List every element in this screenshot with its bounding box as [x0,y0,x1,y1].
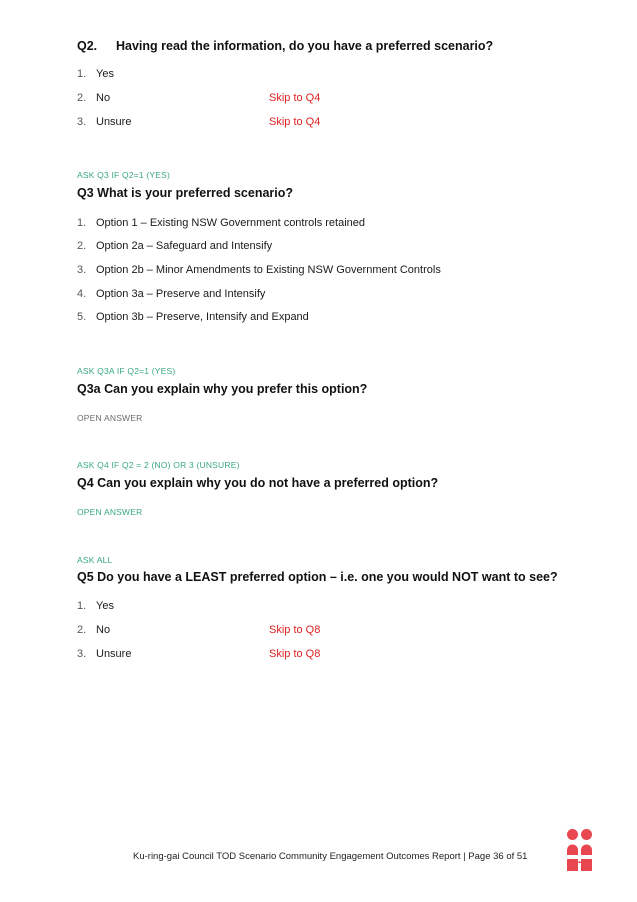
option-number: 2. [77,92,87,104]
option-number: 4. [77,288,87,300]
option-label: Option 3a – Preserve and Intensify [96,288,266,300]
q2-option-1 [77,68,114,80]
option-label: Yes [96,68,114,80]
option-label: Option 3b – Preserve, Intensify and Expand [96,311,309,323]
option-label: No [96,92,111,104]
q5-skip-instruction-2: Skip to Q8 [269,624,321,636]
q4-routing-tag: ASK Q4 IF Q2 = 2 (NO) OR 3 (UNSURE) [77,460,240,470]
q2-skip-instruction-2: Skip to Q4 [269,92,321,104]
q4-answer-type: OPEN ANSWER [77,507,143,517]
option-number: 2. [77,240,87,252]
option-number: 1. [77,217,87,229]
option-label: Unsure [96,648,132,660]
q2-option-2 [77,92,110,104]
q5-option-2 [77,624,110,636]
q2-skip-instruction-3: Skip to Q4 [269,116,321,128]
option-number: 2. [77,624,87,636]
option-label: Yes [96,600,114,612]
q4-question: Q4 Can you explain why you do not have a preferred option? [77,476,439,490]
q2-number: Q2. [77,39,98,53]
q3-question: Q3 What is your preferred scenario? [77,186,294,200]
q3-routing-tag: ASK Q3 IF Q2=1 (YES) [77,170,171,180]
q2-question: Having read the information, do you have a preferred scenario? [116,39,494,53]
q5-routing-tag: ASK ALL [77,555,113,565]
q3-option-2 [77,240,272,252]
option-number: 3. [77,116,87,128]
q3a-answer-type: OPEN ANSWER [77,413,143,423]
option-number: 1. [77,68,87,80]
option-label: Unsure [96,116,132,128]
option-label: Option 1 – Existing NSW Government controls retained [96,217,366,229]
q3-option-3 [77,264,441,276]
page-footer: Ku-ring-gai Council TOD Scenario Community Engagement Outcomes Report | Page 36 of 51 [133,851,528,862]
option-number: 1. [77,600,87,612]
option-number: 3. [77,264,87,276]
council-logo-icon [566,828,593,872]
q3a-question: Q3a Can you explain why you prefer this option? [77,382,368,396]
q3-option-4 [77,288,265,300]
q3-option-1 [77,217,365,229]
option-number: 3. [77,648,87,660]
q5-skip-instruction-3: Skip to Q8 [269,648,321,660]
q5-option-3 [77,648,131,660]
option-label: Option 2a – Safeguard and Intensify [96,240,273,252]
q3a-routing-tag: ASK Q3A IF Q2=1 (YES) [77,366,176,376]
option-label: No [96,624,111,636]
q5-option-1 [77,600,114,612]
option-number: 5. [77,311,87,323]
q5-question: Q5 Do you have a LEAST preferred option – i.e. one you would NOT want to see? [77,570,558,584]
q2-option-3 [77,116,131,128]
q3-option-5 [77,311,309,323]
option-label: Option 2b – Minor Amendments to Existing NSW Government Controls [96,264,441,276]
